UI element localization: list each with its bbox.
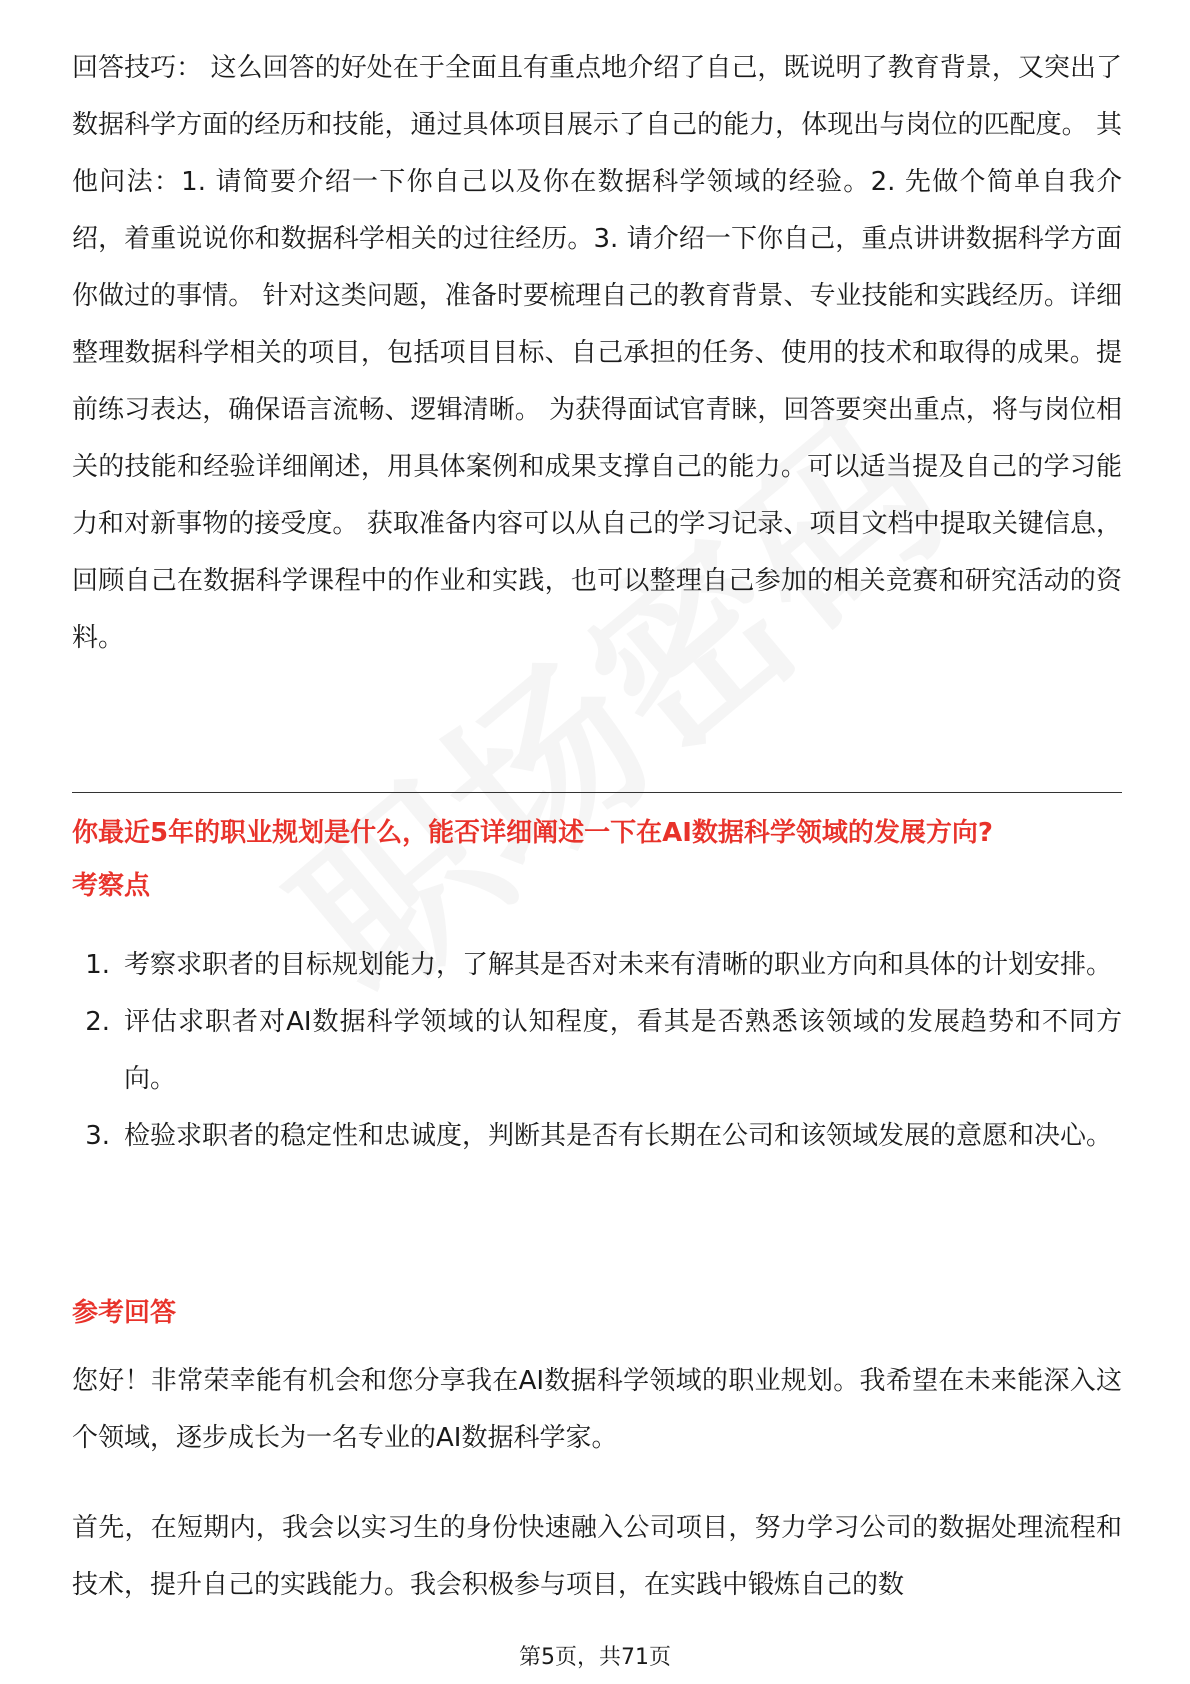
answer-paragraph-1-block bbox=[72, 1353, 1122, 1467]
exam-points-title: 考察点 bbox=[72, 871, 151, 901]
intro-block bbox=[72, 40, 1122, 667]
list-item bbox=[72, 1108, 1122, 1165]
list-item-text: 考察求职者的目标规划能力，了解其是否对未来有清晰的职业方向和具体的计划安排。 bbox=[124, 950, 1113, 980]
list-item bbox=[72, 937, 1122, 994]
answer-paragraph-2-block bbox=[72, 1500, 1122, 1614]
exam-points-list bbox=[72, 937, 1122, 1165]
list-item-text: 评估求职者对AI数据科学领域的认知程度，看其是否熟悉该领域的发展趋势和不同方向。 bbox=[124, 1007, 1122, 1094]
answer-paragraph: 首先，在短期内，我会以实习生的身份快速融入公司项目，努力学习公司的数据处理流程和技术，提升自己的实践能力。我会积极参与项目，在实践中锻炼自己的数 bbox=[72, 1513, 1122, 1600]
list-item bbox=[72, 994, 1122, 1108]
list-item-text: 检验求职者的稳定性和忠诚度，判断其是否有长期在公司和该领域发展的意愿和决心。 bbox=[124, 1121, 1113, 1151]
answer-tips-paragraph: 回答技巧： 这么回答的好处在于全面且有重点地介绍了自己，既说明了教育背景，又突出了数据科学方面的经历和技能，通过具体项目展示了自己的能力，体现出与岗位的匹配度。 其他问法：1. 请简要介绍一下你自己以及你在数据科学领域的经验。2. 先做个简单自我介绍，着重说说你和数据科学相关的过往经历。3. 请介绍一下你自己，重点讲讲数据科学方面你做过的事情。 针对这类问题，准备时要梳理自己的教育背景、专业技能和实践经历。详细整理数据科学相关的项目，包括项目目标、自己承担的任务、使用的技术和取得的成果。提前练习表达，确保语言流畅、逻辑清晰。 为获得面试官青睐，回答要突出重点，将与岗位相关的技能和经验详细阐述，用具体案例和成果支撑自己的能力。可以适当提及自己的学习能力和对新事物的接受度。 获取准备内容可以从自己的学习记录、项目文档中提取关键信息，回顾自己在数据科学课程中的作业和实践，也可以整理自己参加的相关竞赛和研究活动的资料。 bbox=[72, 53, 1122, 653]
list-item-number: 2. bbox=[85, 1007, 110, 1037]
reference-answer-title: 参考回答 bbox=[72, 1298, 177, 1328]
question-heading: 你最近5年的职业规划是什么，能否详细阐述一下在AI数据科学领域的发展方向? bbox=[72, 818, 993, 848]
list-item-number: 3. bbox=[85, 1121, 110, 1151]
answer-paragraph: 您好！非常荣幸能有机会和您分享我在AI数据科学领域的职业规划。我希望在未来能深入这个领域，逐步成长为一名专业的AI数据科学家。 bbox=[72, 1366, 1122, 1453]
page-number: 第5页，共71页 bbox=[519, 1645, 671, 1670]
section-divider bbox=[72, 792, 1122, 793]
list-item-number: 1. bbox=[85, 950, 110, 980]
